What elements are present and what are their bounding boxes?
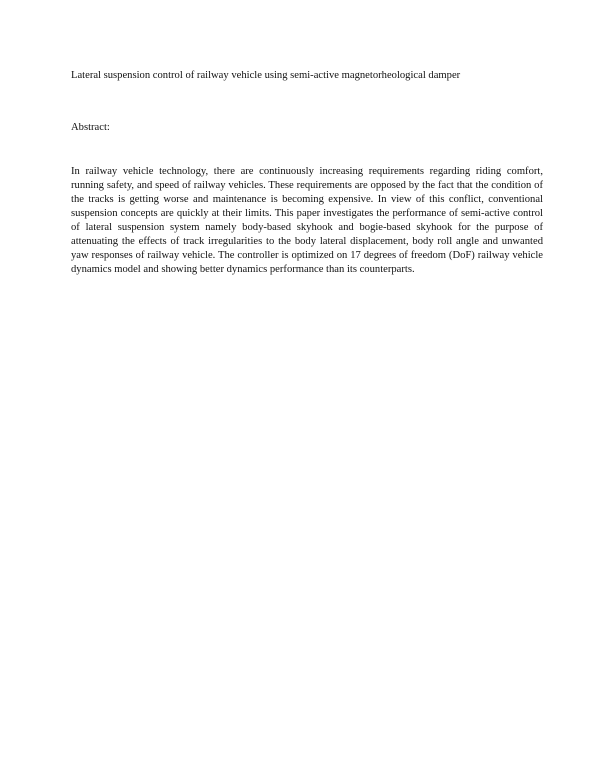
paper-title: Lateral suspension control of railway vehicle using semi-active magnetorheological damper — [71, 70, 461, 81]
abstract-heading: Abstract: — [71, 122, 110, 133]
abstract-paragraph: In railway vehicle technology, there are continuously increasing requirements regarding riding comfort, running safety, and speed of railway vehicles. These requirements are opposed by the fact that the condition of the tracks is getting worse and maintenance is becoming expensive. In view of this conflict, conventional suspension concepts are quickly at their limits. This paper investigates the performance of semi-active control of lateral suspension system namely body-based skyhook and bogie-based skyhook for the purpose of attenuating the effects of track irregularities to the body lateral displacement, body roll angle and unwanted yaw responses of railway vehicle. The controller is optimized on 17 degrees of freedom (DoF) railway vehicle dynamics model and showing better dynamics performance than its counterparts. — [71, 166, 543, 275]
